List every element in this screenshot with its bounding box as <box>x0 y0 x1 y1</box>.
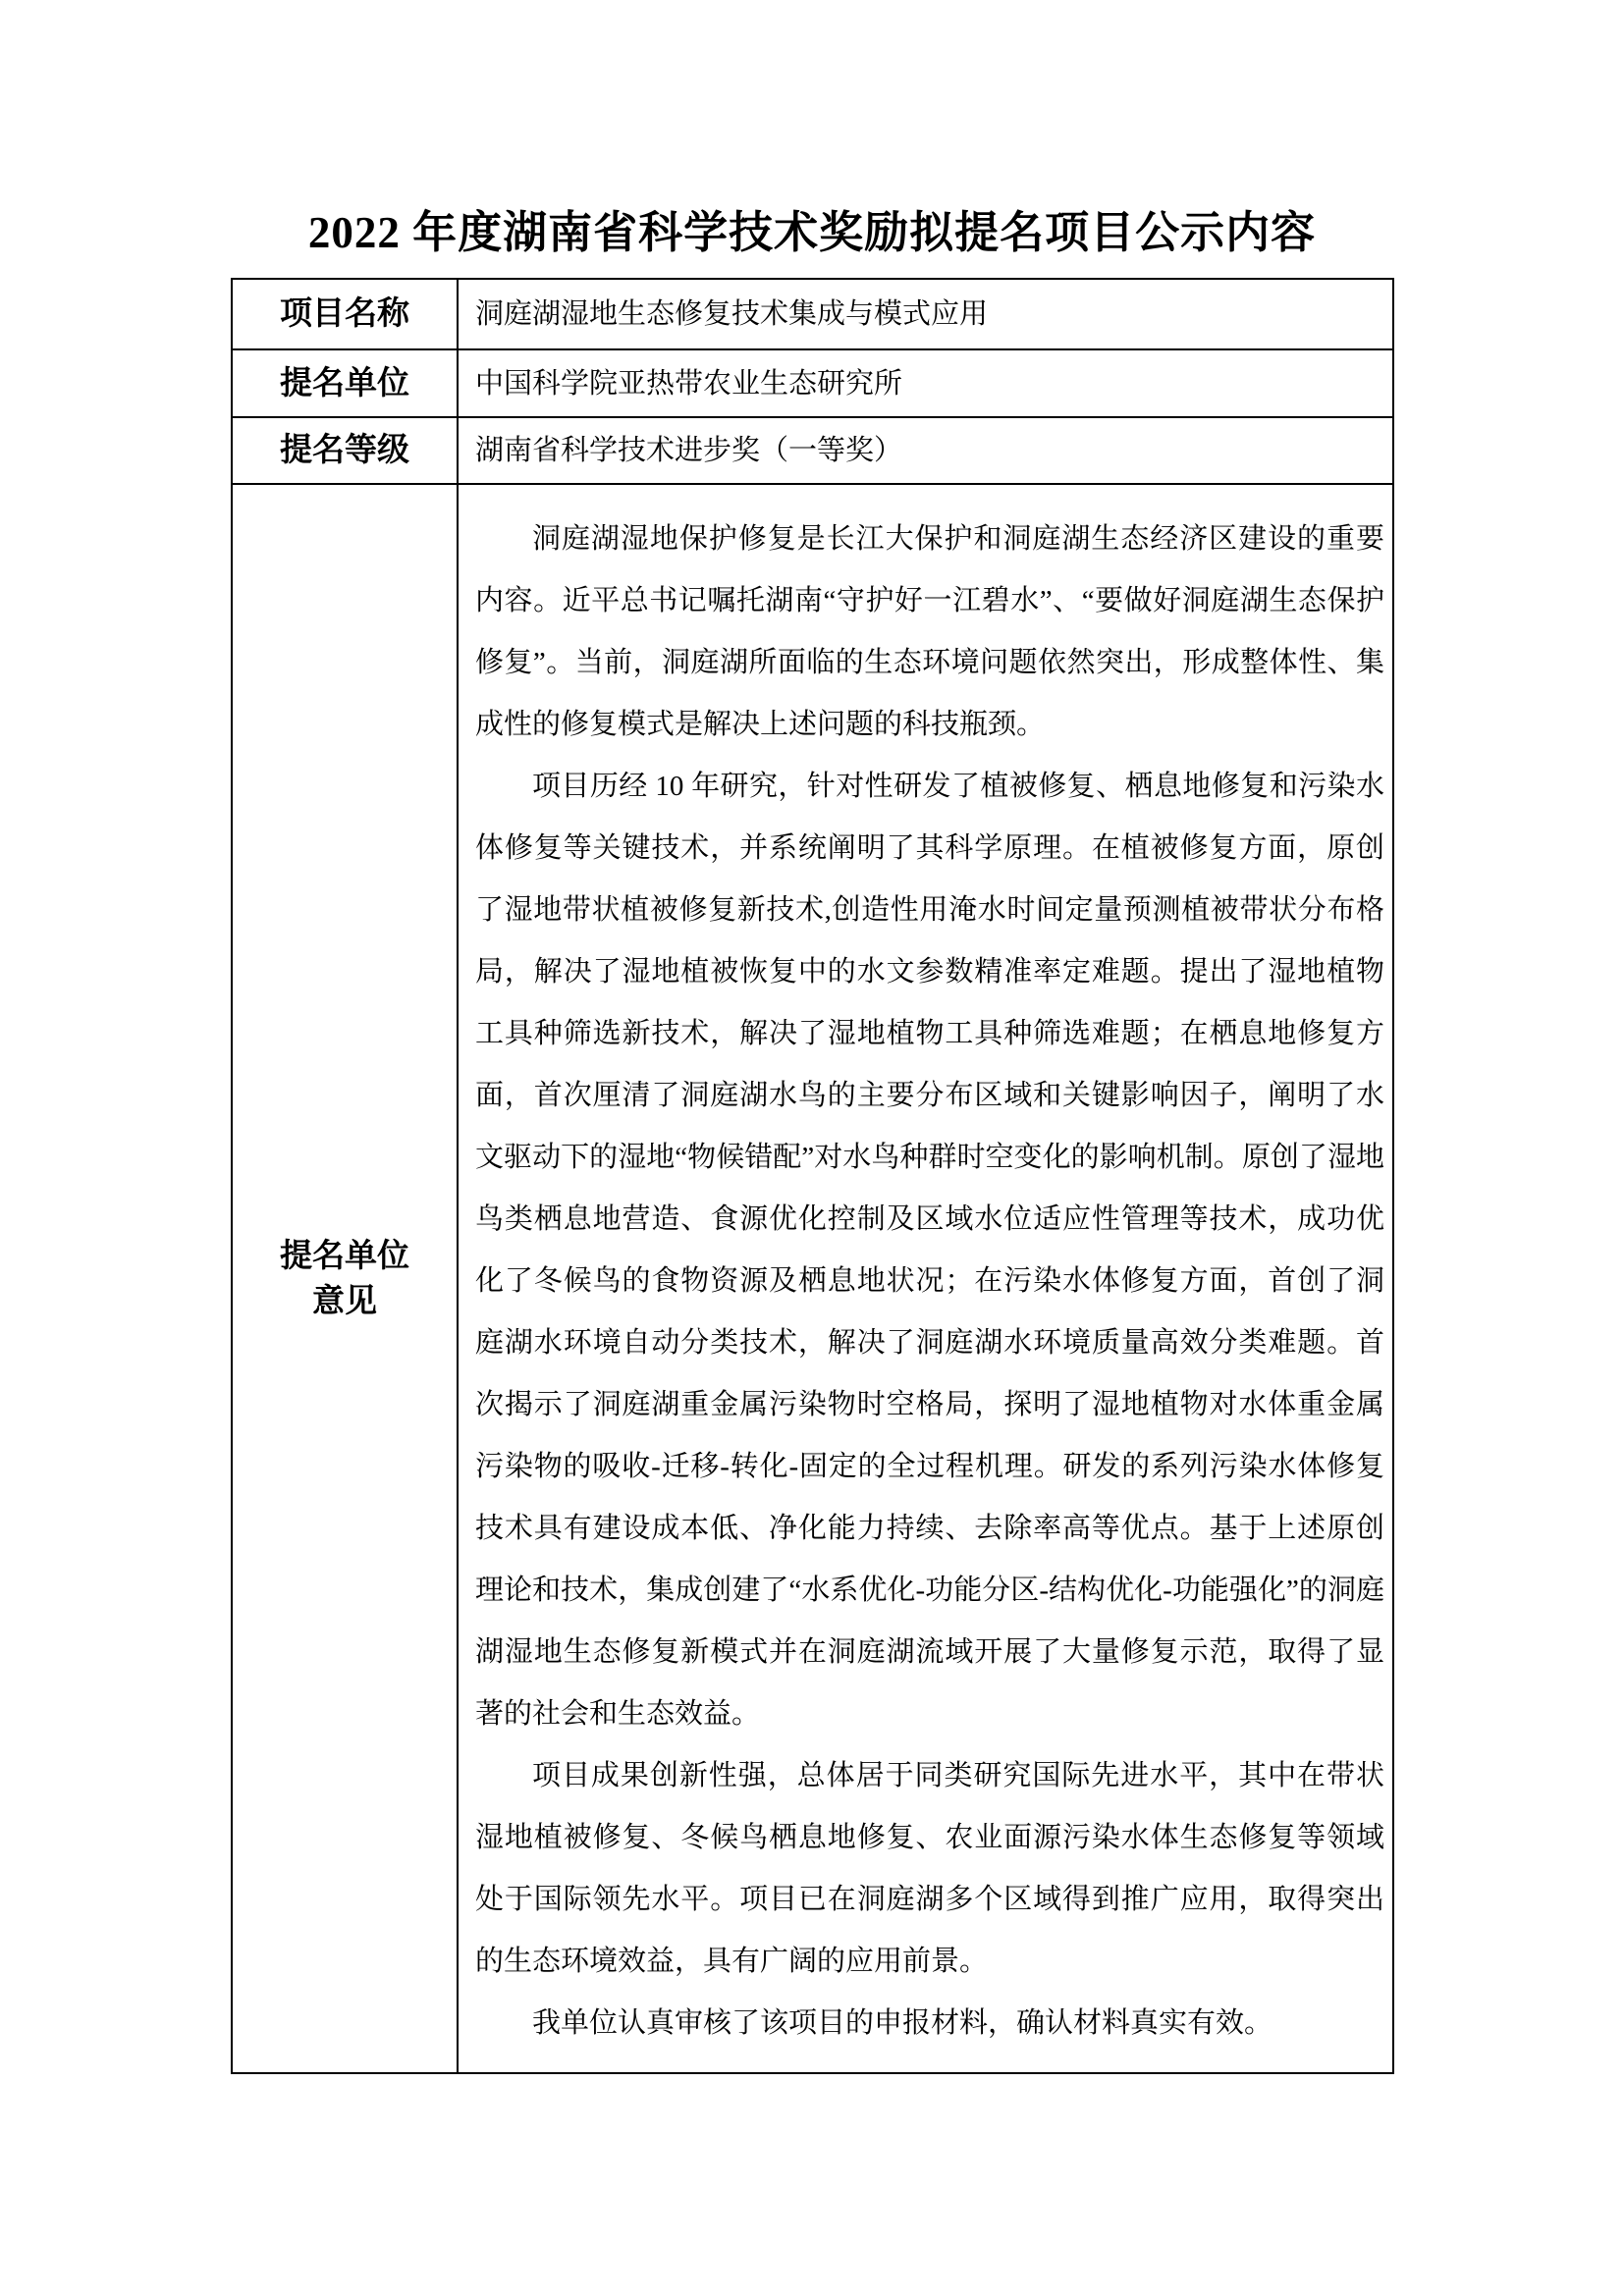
table-row-project-name <box>232 279 1393 349</box>
table-row-unit-opinion <box>232 484 1393 2073</box>
table-row-nominating-unit <box>232 349 1393 417</box>
opinion-paragraph-2: 项目历经 10 年研究，针对性研发了植被修复、栖息地修复和污染水体修复等关键技术，并系统阐明了其科学原理。在植被修复方面，原创了湿地带状植被修复新技术,创造性用淹水时间定量预测植被带状分布格局，解决了湿地植被恢复中的水文参数精准率定难题。提出了湿地植物工具种筛选新技术，解决了湿地植物工具种筛选难题；在栖息地修复方面，首次厘清了洞庭湖水鸟的主要分布区域和关键影响因子，阐明了水文驱动下的湿地“物候错配”对水鸟种群时空变化的影响机制。原创了湿地鸟类栖息地营造、食源优化控制及区域水位适应性管理等技术，成功优化了冬候鸟的食物资源及栖息地状况；在污染水体修复方面，首创了洞庭湖水环境自动分类技术，解决了洞庭湖水环境质量高效分类难题。首次揭示了洞庭湖重金属污染物时空格局，探明了湿地植物对水体重金属污染物的吸收-迁移-转化-固定的全过程机理。研发的系列污染水体修复技术具有建设成本低、净化能力持续、去除率高等优点。基于上述原创理论和技术，集成创建了“水系优化-功能分区-结构优化-功能强化”的洞庭湖湿地生态修复新模式并在洞庭湖流域开展了大量修复示范，取得了显著的社会和生态效益。 <box>475 771 1384 1730</box>
nominating-unit-value: 中国科学院亚热带农业生态研究所 <box>458 349 1393 417</box>
unit-opinion-label-line1: 提名单位 <box>280 1238 409 1274</box>
page-title: 2022 年度湖南省科学技术奖励拟提名项目公示内容 <box>307 208 1317 257</box>
unit-opinion-label <box>232 484 458 2073</box>
nomination-grade-label: 提名等级 <box>232 417 458 484</box>
unit-opinion-label-line2: 意见 <box>312 1283 377 1319</box>
project-name-label: 项目名称 <box>232 279 458 349</box>
nominating-unit-label: 提名单位 <box>232 349 458 417</box>
unit-opinion-text <box>458 484 1393 2073</box>
opinion-paragraph-4: 我单位认真审核了该项目的申报材料，确认材料真实有效。 <box>532 2007 1273 2039</box>
nomination-grade-value: 湖南省科学技术进步奖（一等奖） <box>458 417 1393 484</box>
opinion-paragraph-1: 洞庭湖湿地保护修复是长江大保护和洞庭湖生态经济区建设的重要内容。近平总书记嘱托湖南“守护好一江碧水”、“要做好洞庭湖生态保护修复”。当前，洞庭湖所面临的生态环境问题依然突出，形成整体性、集成性的修复模式是解决上述问题的科技瓶颈。 <box>475 523 1384 740</box>
project-name-value: 洞庭湖湿地生态修复技术集成与模式应用 <box>458 279 1393 349</box>
nomination-table <box>231 278 1394 2074</box>
table-row-nomination-grade <box>232 417 1393 484</box>
opinion-paragraph-3: 项目成果创新性强，总体居于同类研究国际先进水平，其中在带状湿地植被修复、冬候鸟栖息地修复、农业面源污染水体生态修复等领域处于国际领先水平。项目已在洞庭湖多个区域得到推广应用，取得突出的生态环境效益，具有广阔的应用前景。 <box>475 1760 1384 1977</box>
